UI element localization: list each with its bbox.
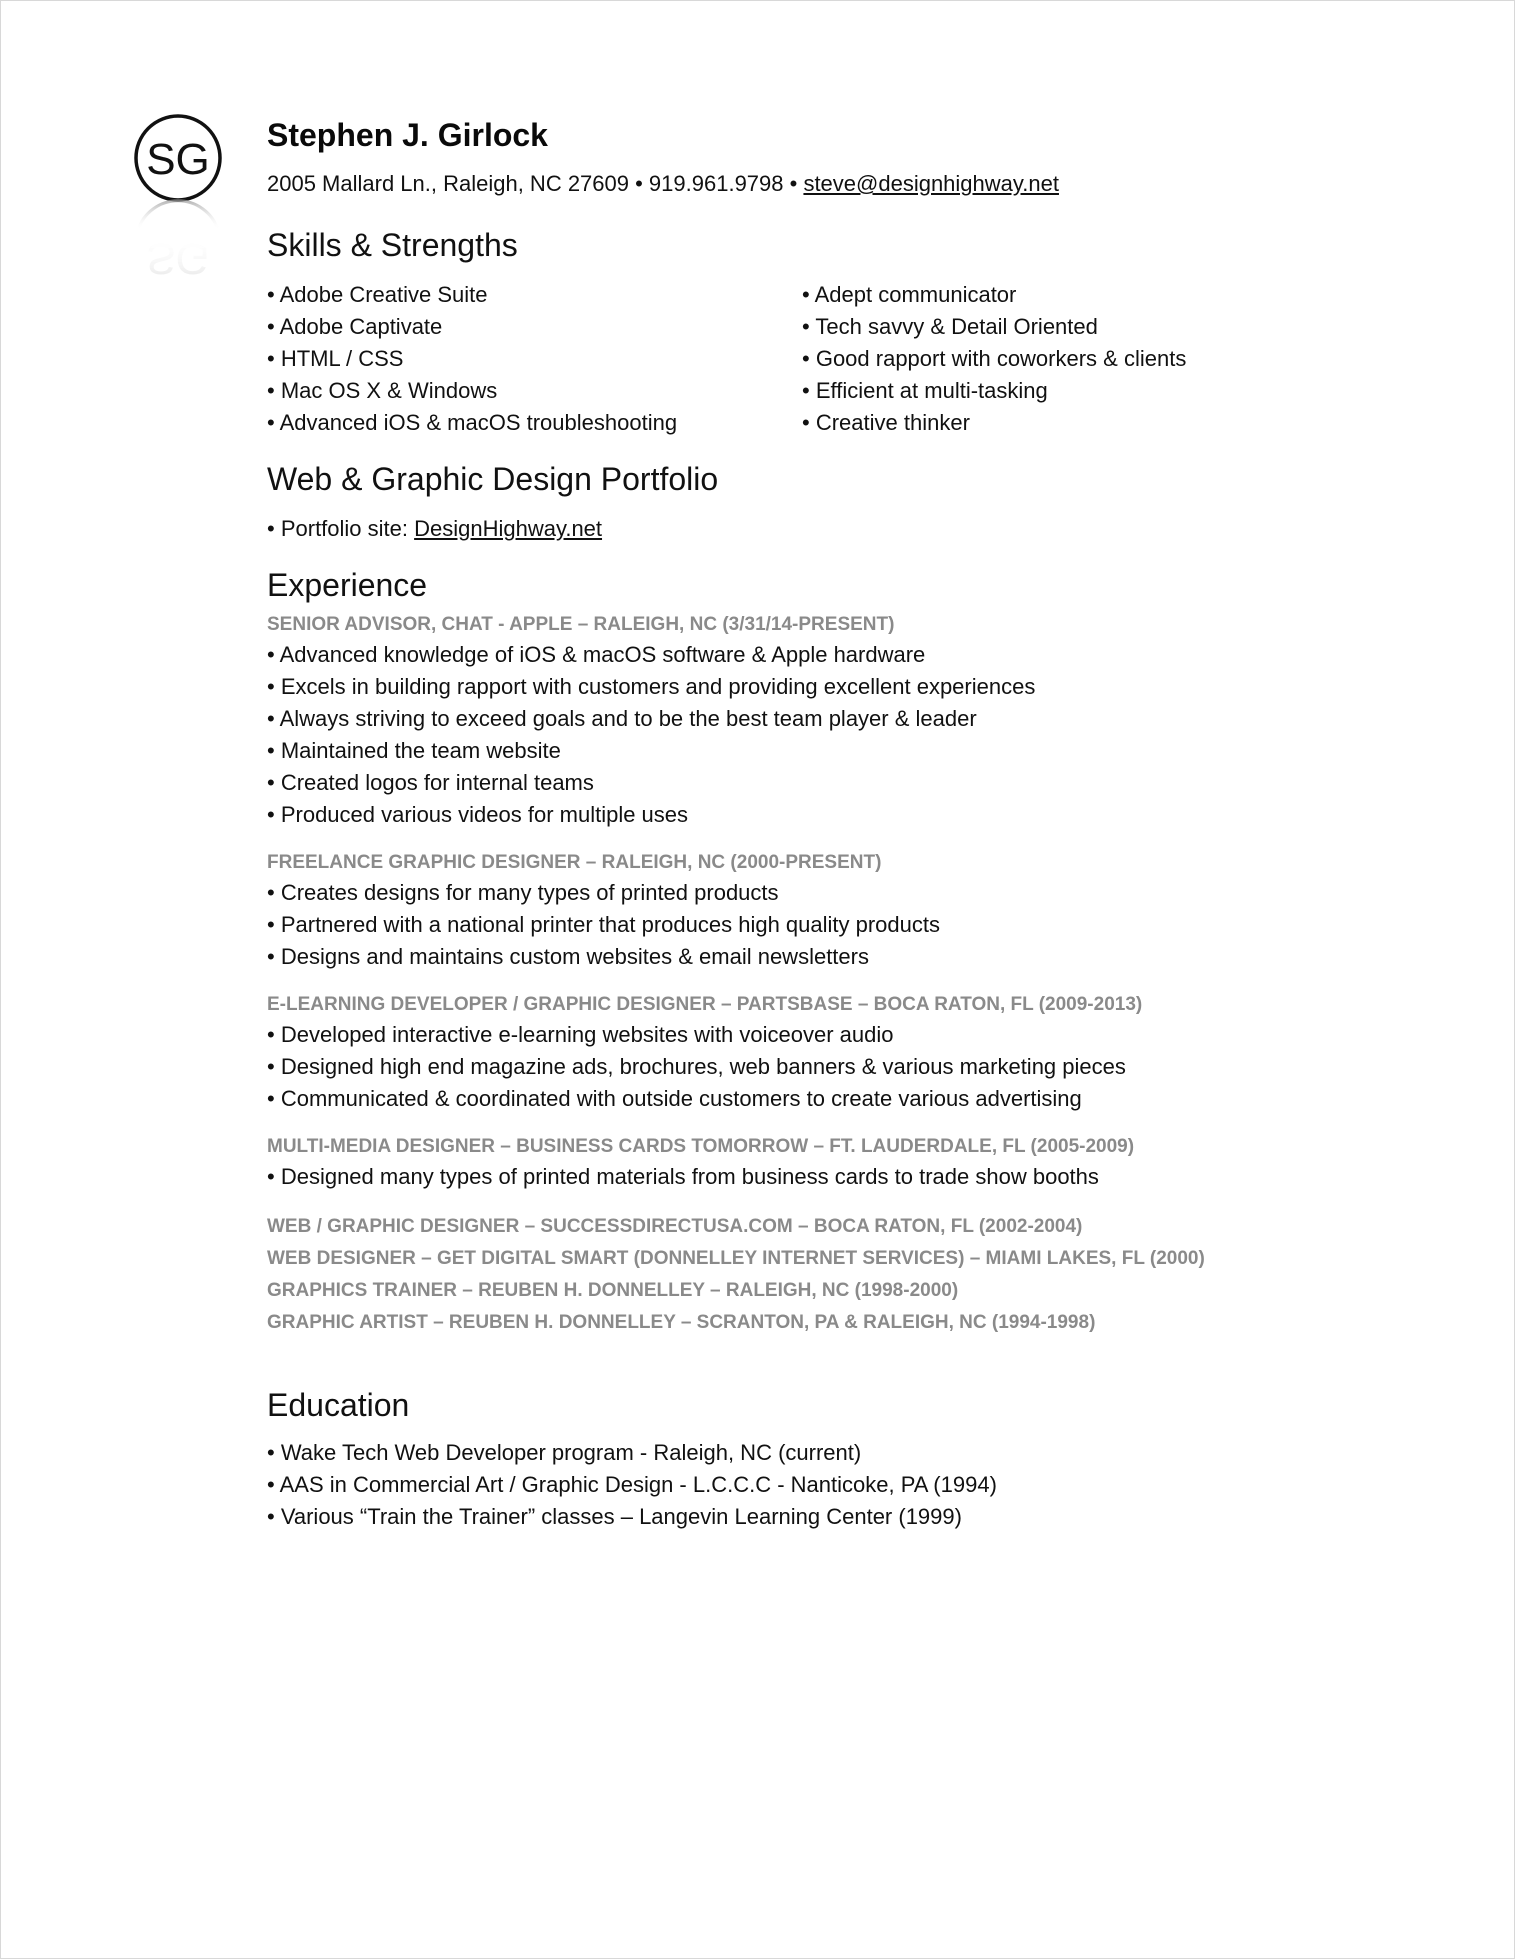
strength-item: • Creative thinker — [802, 407, 1302, 439]
job-title: GRAPHICS TRAINER – REUBEN H. DONNELLEY – RALEIGH, NC (1998-2000) — [267, 1280, 959, 1301]
strength-item: • Efficient at multi-tasking — [802, 375, 1302, 407]
job-entry — [267, 611, 1417, 831]
person-name: Stephen J. Girlock — [267, 117, 548, 153]
job-bullet: • Designs and maintains custom websites & email newsletters — [267, 941, 1417, 973]
strength-item: • Good rapport with coworkers & clients — [802, 343, 1302, 375]
other-jobs-list — [267, 1211, 1417, 1339]
portfolio-heading: Web & Graphic Design Portfolio — [267, 461, 719, 497]
monogram-reflection: SG — [146, 234, 210, 283]
job-title: FREELANCE GRAPHIC DESIGNER – RALEIGH, NC (2000-PRESENT) — [267, 852, 882, 873]
job-entry — [267, 1133, 1417, 1193]
job-bullet: • Produced various videos for multiple uses — [267, 799, 1417, 831]
skills-heading: Skills & Strengths — [267, 227, 518, 263]
skill-item: • Adobe Creative Suite — [267, 279, 802, 311]
monogram-logo — [132, 112, 224, 283]
job-bullet: • Maintained the team website — [267, 735, 1417, 767]
education-heading: Education — [267, 1387, 410, 1423]
job-bullet: • Always striving to exceed goals and to be the best team player & leader — [267, 703, 1417, 735]
skills-left-column — [267, 279, 802, 439]
portfolio-link[interactable]: DesignHighway.net — [414, 516, 603, 541]
strength-item: • Adept communicator — [802, 279, 1302, 311]
skill-item: • HTML / CSS — [267, 343, 802, 375]
job-title: SENIOR ADVISOR, CHAT - APPLE – RALEIGH, NC (3/31/14-PRESENT) — [267, 614, 895, 635]
monogram-text: SG — [146, 135, 210, 184]
job-title: WEB DESIGNER – GET DIGITAL SMART (DONNELLEY INTERNET SERVICES) – MIAMI LAKES, FL (2000) — [267, 1248, 1205, 1269]
portfolio-item — [267, 513, 1417, 545]
education-item: • Various “Train the Trainer” classes – Langevin Learning Center (1999) — [267, 1501, 1417, 1533]
job-bullet: • Excels in building rapport with customers and providing excellent experiences — [267, 671, 1417, 703]
contact-line — [267, 167, 1417, 201]
job-title: MULTI-MEDIA DESIGNER – BUSINESS CARDS TOMORROW – FT. LAUDERDALE, FL (2005-2009) — [267, 1136, 1135, 1157]
skills-right-column — [802, 279, 1302, 439]
education-item: • AAS in Commercial Art / Graphic Design - L.C.C.C - Nanticoke, PA (1994) — [267, 1469, 1417, 1501]
skills-list — [267, 279, 1417, 439]
job-bullet: • Communicated & coordinated with outside customers to create various advertising — [267, 1083, 1417, 1115]
job-title: GRAPHIC ARTIST – REUBEN H. DONNELLEY – SCRANTON, PA & RALEIGH, NC (1994-1998) — [267, 1312, 1096, 1333]
job-bullet: • Creates designs for many types of printed products — [267, 877, 1417, 909]
portfolio-label: Portfolio site: — [280, 516, 415, 541]
skill-item: • Mac OS X & Windows — [267, 375, 802, 407]
job-title: E-LEARNING DEVELOPER / GRAPHIC DESIGNER – PARTSBASE – BOCA RATON, FL (2009-2013) — [267, 994, 1143, 1015]
contact-text: 2005 Mallard Ln., Raleigh, NC 27609 • 919.961.9798 • — [267, 171, 804, 196]
skill-item: • Adobe Captivate — [267, 311, 802, 343]
job-title: WEB / GRAPHIC DESIGNER – SUCCESSDIRECTUSA.COM – BOCA RATON, FL (2002-2004) — [267, 1216, 1083, 1237]
education-item: • Wake Tech Web Developer program - Raleigh, NC (current) — [267, 1437, 1417, 1469]
job-bullet: • Designed high end magazine ads, brochures, web banners & various marketing pieces — [267, 1051, 1417, 1083]
education-list — [267, 1437, 1417, 1533]
job-entry — [267, 849, 1417, 973]
strength-item: • Tech savvy & Detail Oriented — [802, 311, 1302, 343]
job-bullet: • Created logos for internal teams — [267, 767, 1417, 799]
job-bullet: • Developed interactive e-learning websites with voiceover audio — [267, 1019, 1417, 1051]
skill-item: • Advanced iOS & macOS troubleshooting — [267, 407, 802, 439]
job-bullet: • Partnered with a national printer that produces high quality products — [267, 909, 1417, 941]
job-entry — [267, 991, 1417, 1115]
resume-content — [267, 113, 1417, 1533]
job-bullet: • Advanced knowledge of iOS & macOS software & Apple hardware — [267, 639, 1417, 671]
job-bullet: • Designed many types of printed materials from business cards to trade show booths — [267, 1161, 1417, 1193]
experience-heading: Experience — [267, 567, 428, 603]
email-link[interactable]: steve@designhighway.net — [803, 171, 1059, 196]
